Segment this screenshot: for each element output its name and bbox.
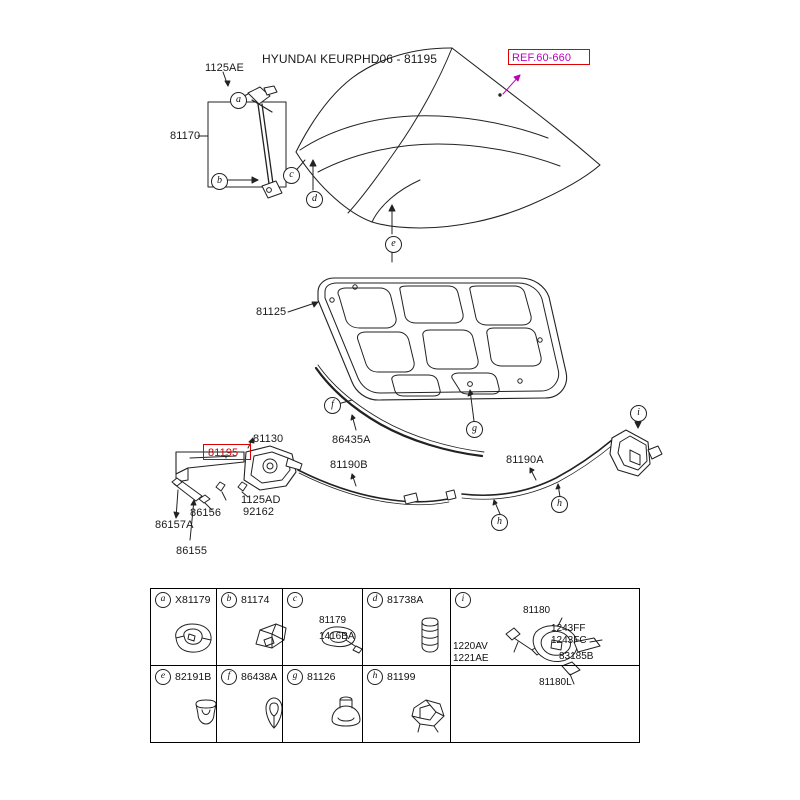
legend-row-2 <box>151 666 639 743</box>
legend-cell-d <box>363 589 451 665</box>
legend-code-b: 81174 <box>241 594 270 606</box>
bubble-i: i <box>630 405 647 422</box>
legend-badge-i: i <box>455 592 471 608</box>
callout-81170: 81170 <box>170 130 201 142</box>
callout-81125: 81125 <box>256 306 287 318</box>
callout-81130: 81130 <box>253 433 284 445</box>
legend-cell-f <box>217 666 283 743</box>
callout-92162: 92162 <box>243 506 275 518</box>
callout-86155: 86155 <box>176 545 208 557</box>
bubble-d: d <box>306 191 323 208</box>
bubble-h-1: h <box>491 514 508 531</box>
callout-81190A: 81190A <box>506 454 544 466</box>
callout-86157A: 86157A <box>155 519 194 531</box>
bubble-b: b <box>211 173 228 190</box>
legend-badge-g: g <box>287 669 303 685</box>
legend-cell-b <box>217 589 283 665</box>
part-81195-region-highlight <box>172 444 252 480</box>
legend-table <box>150 588 640 743</box>
legend-code-h: 81199 <box>387 670 416 683</box>
legend-cell-g <box>283 666 363 743</box>
legend-code-1221AE: 1221AE <box>453 653 489 664</box>
callout-1125AE: 1125AE <box>205 62 244 74</box>
legend-badge-h: h <box>367 669 383 685</box>
callout-81190B: 81190B <box>330 459 368 471</box>
legend-code-1243FF: 1243FF <box>551 623 586 634</box>
bubble-g: g <box>466 421 483 438</box>
legend-badge-e: e <box>155 669 171 685</box>
legend-code-c2: 1416BA <box>319 631 355 642</box>
legend-badge-b: b <box>221 592 237 608</box>
legend-code-e: 82191B <box>175 670 212 683</box>
callout-81195: 81195 <box>208 447 239 459</box>
reference-note: REF.60-660 <box>512 52 572 64</box>
bubble-h-2: h <box>551 496 568 513</box>
legend-code-1220AV: 1220AV <box>453 641 488 652</box>
bubble-e: e <box>385 236 402 253</box>
diagram-title: HYUNDAI KEURPHD06 - 81195 <box>262 52 438 66</box>
legend-code-81180L: 81180L <box>539 677 572 688</box>
legend-code-a: X81179 <box>175 594 211 606</box>
reference-note-highlight <box>508 49 590 65</box>
legend-code-1243FC: 1243FC <box>551 635 587 646</box>
legend-code-g: 81126 <box>307 670 336 683</box>
legend-badge-c: c <box>287 592 303 608</box>
legend-cell-empty <box>451 666 639 743</box>
callout-1125AD: 1125AD <box>241 494 281 506</box>
bubble-a: a <box>230 92 247 109</box>
legend-cell-e <box>151 666 217 743</box>
legend-code-c: 81179 <box>319 615 347 626</box>
legend-cell-i <box>451 589 639 688</box>
legend-code-d: 81738A <box>387 594 424 606</box>
legend-code-f: 86438A <box>241 670 278 683</box>
legend-cell-c <box>283 589 363 665</box>
legend-cell-h <box>363 666 451 743</box>
legend-badge-d: d <box>367 592 383 608</box>
legend-badge-f: f <box>221 669 237 685</box>
bubble-c: c <box>283 167 300 184</box>
callout-86435A: 86435A <box>332 434 371 446</box>
legend-cell-a <box>151 589 217 665</box>
callout-86156: 86156 <box>190 507 222 519</box>
legend-code-81180: 81180 <box>523 605 551 616</box>
legend-code-83185B: 83185B <box>559 651 594 662</box>
legend-badge-a: a <box>155 592 171 608</box>
bubble-f: f <box>324 397 341 414</box>
